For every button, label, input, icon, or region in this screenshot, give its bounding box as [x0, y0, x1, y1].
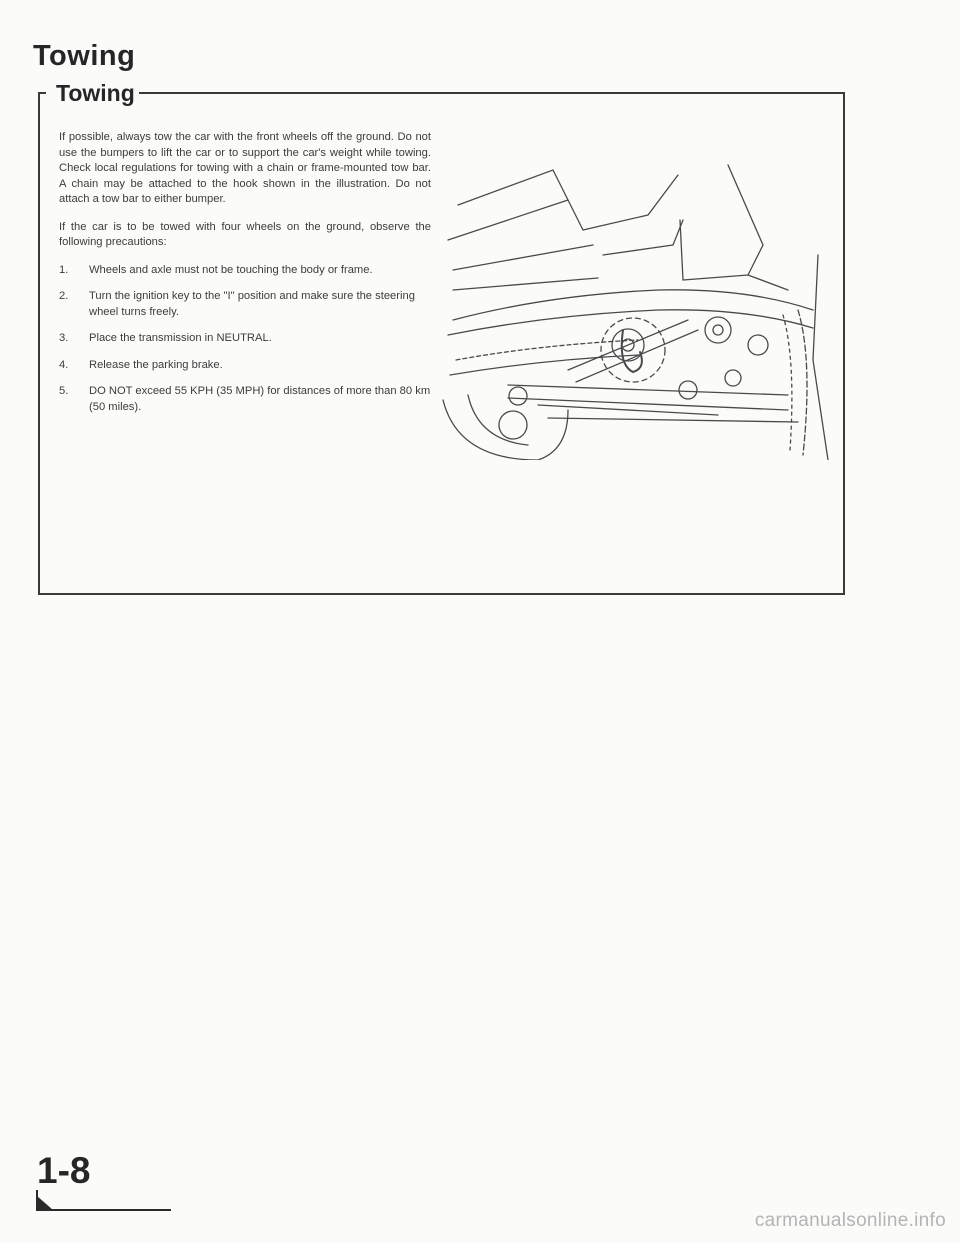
corner-mark [35, 1188, 175, 1212]
step-number: 5. [59, 385, 69, 397]
watermark: carmanualsonline.info [754, 1210, 946, 1231]
step-text: Turn the ignition key to the "I" position and make sure the steering wheel turns freely. [89, 290, 415, 318]
box-border-top [134, 92, 845, 94]
step-number: 1. [59, 263, 69, 276]
intro-paragraph: If possible, always tow the car with the front wheels off the ground. Do not use the bumpers to lift the car or to support the car's weight while towing. Check local regulations for towing with a chain or frame-mounted tow bar. A chain may be attached to the hook shown in the illustration. Do not attach a tow bar to either bumper. [59, 131, 431, 205]
step-number: 4. [59, 358, 69, 371]
list-item [59, 358, 431, 374]
list-item [59, 331, 431, 347]
car-underside-illustration [418, 160, 830, 460]
list-item [59, 384, 431, 415]
section-title: Towing [52, 80, 139, 107]
list-item [59, 263, 431, 279]
step-number: 2. [59, 290, 69, 302]
step-number: 3. [59, 332, 69, 344]
box-border-top-left [38, 92, 46, 94]
precautions-list [59, 263, 431, 416]
list-item [59, 289, 431, 320]
step-text: Place the transmission in NEUTRAL. [89, 332, 272, 344]
page-number: 1-8 [37, 1150, 91, 1191]
text-column [59, 130, 431, 426]
step-text: Wheels and axle must not be touching the body or frame. [89, 263, 373, 276]
precautions-intro: If the car is to be towed with four wheels on the ground, observe the following precautions: [59, 220, 431, 248]
step-text: DO NOT exceed 55 KPH (35 MPH) for distances of more than 80 km (50 miles). [89, 385, 431, 413]
step-text: Release the parking brake. [89, 358, 223, 371]
page-title: Towing [33, 40, 136, 72]
